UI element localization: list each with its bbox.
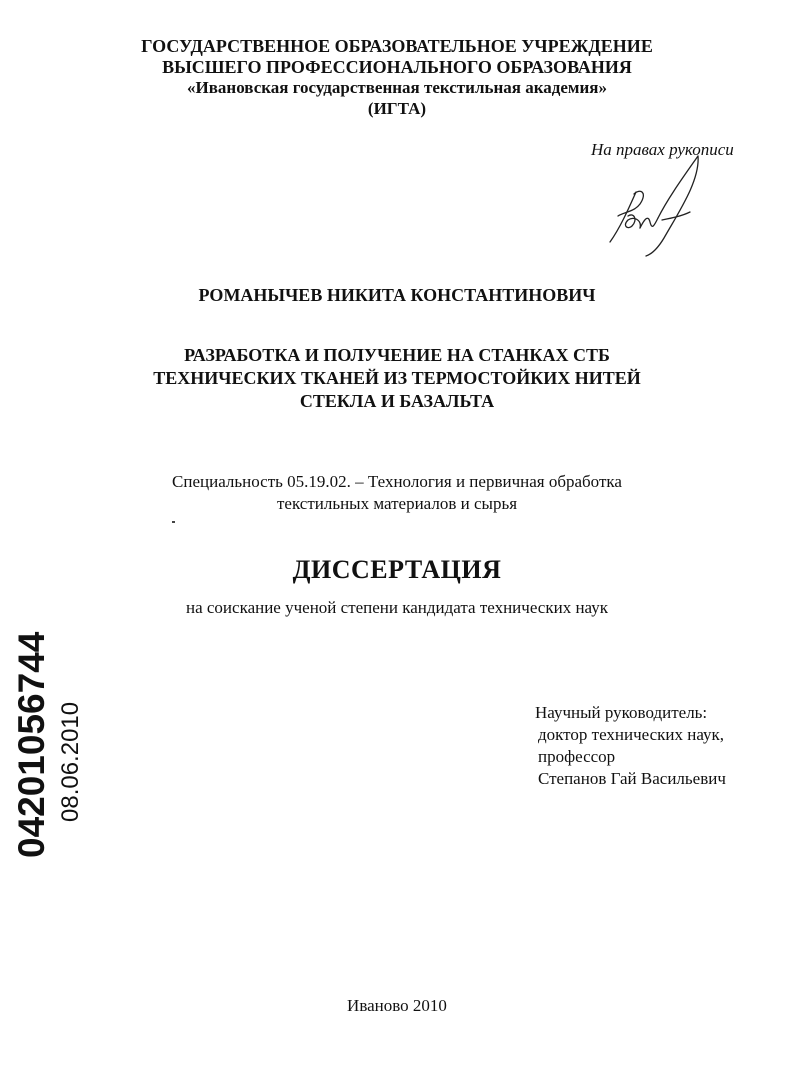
degree-line: на соискание ученой степени кандидата технических наук (185, 598, 608, 617)
org-line-1: ГОСУДАРСТВЕННОЕ ОБРАЗОВАТЕЛЬНОЕ УЧРЕЖДЕНИЕ (141, 36, 653, 56)
org-line-2: ВЫСШЕГО ПРОФЕССИОНАЛЬНОГО ОБРАЗОВАНИЯ (162, 57, 632, 77)
specialty-line-1: Специальность 05.19.02. – Технология и первичная обработка (172, 472, 622, 491)
document-type-heading: ДИССЕРТАЦИЯ (292, 555, 502, 584)
city-year: Иваново 2010 (347, 996, 447, 1015)
stamp-date: 08.06.2010 (57, 701, 84, 822)
supervisor-label: Научный руководитель: (535, 703, 708, 722)
stamp-number: 04201056744 (11, 631, 52, 858)
org-line-4: (ИГТА) (367, 99, 427, 118)
library-stamp (0, 0, 100, 1082)
author-name: РОМАНЫЧЕВ НИКИТА КОНСТАНТИНОВИЧ (198, 285, 596, 305)
thesis-title-line-2: ТЕХНИЧЕСКИХ ТКАНЕЙ ИЗ ТЕРМОСТОЙКИХ НИТЕЙ (153, 368, 641, 388)
supervisor-rank: профессор (538, 747, 616, 766)
thesis-title-line-1: РАЗРАБОТКА И ПОЛУЧЕНИЕ НА СТАНКАХ СТБ (184, 345, 610, 365)
supervisor-degree: доктор технических наук, (538, 725, 725, 744)
manuscript-rights-note: На правах рукописи (591, 140, 734, 159)
supervisor-name: Степанов Гай Васильевич (538, 769, 726, 788)
thesis-title-line-3: СТЕКЛА И БАЗАЛЬТА (299, 391, 495, 411)
specialty-line-2: текстильных материалов и сырья (276, 494, 518, 513)
handwritten-signature (588, 150, 718, 260)
org-line-3: «Ивановская государственная текстильная академия» (187, 78, 607, 97)
scan-speck (172, 521, 175, 523)
